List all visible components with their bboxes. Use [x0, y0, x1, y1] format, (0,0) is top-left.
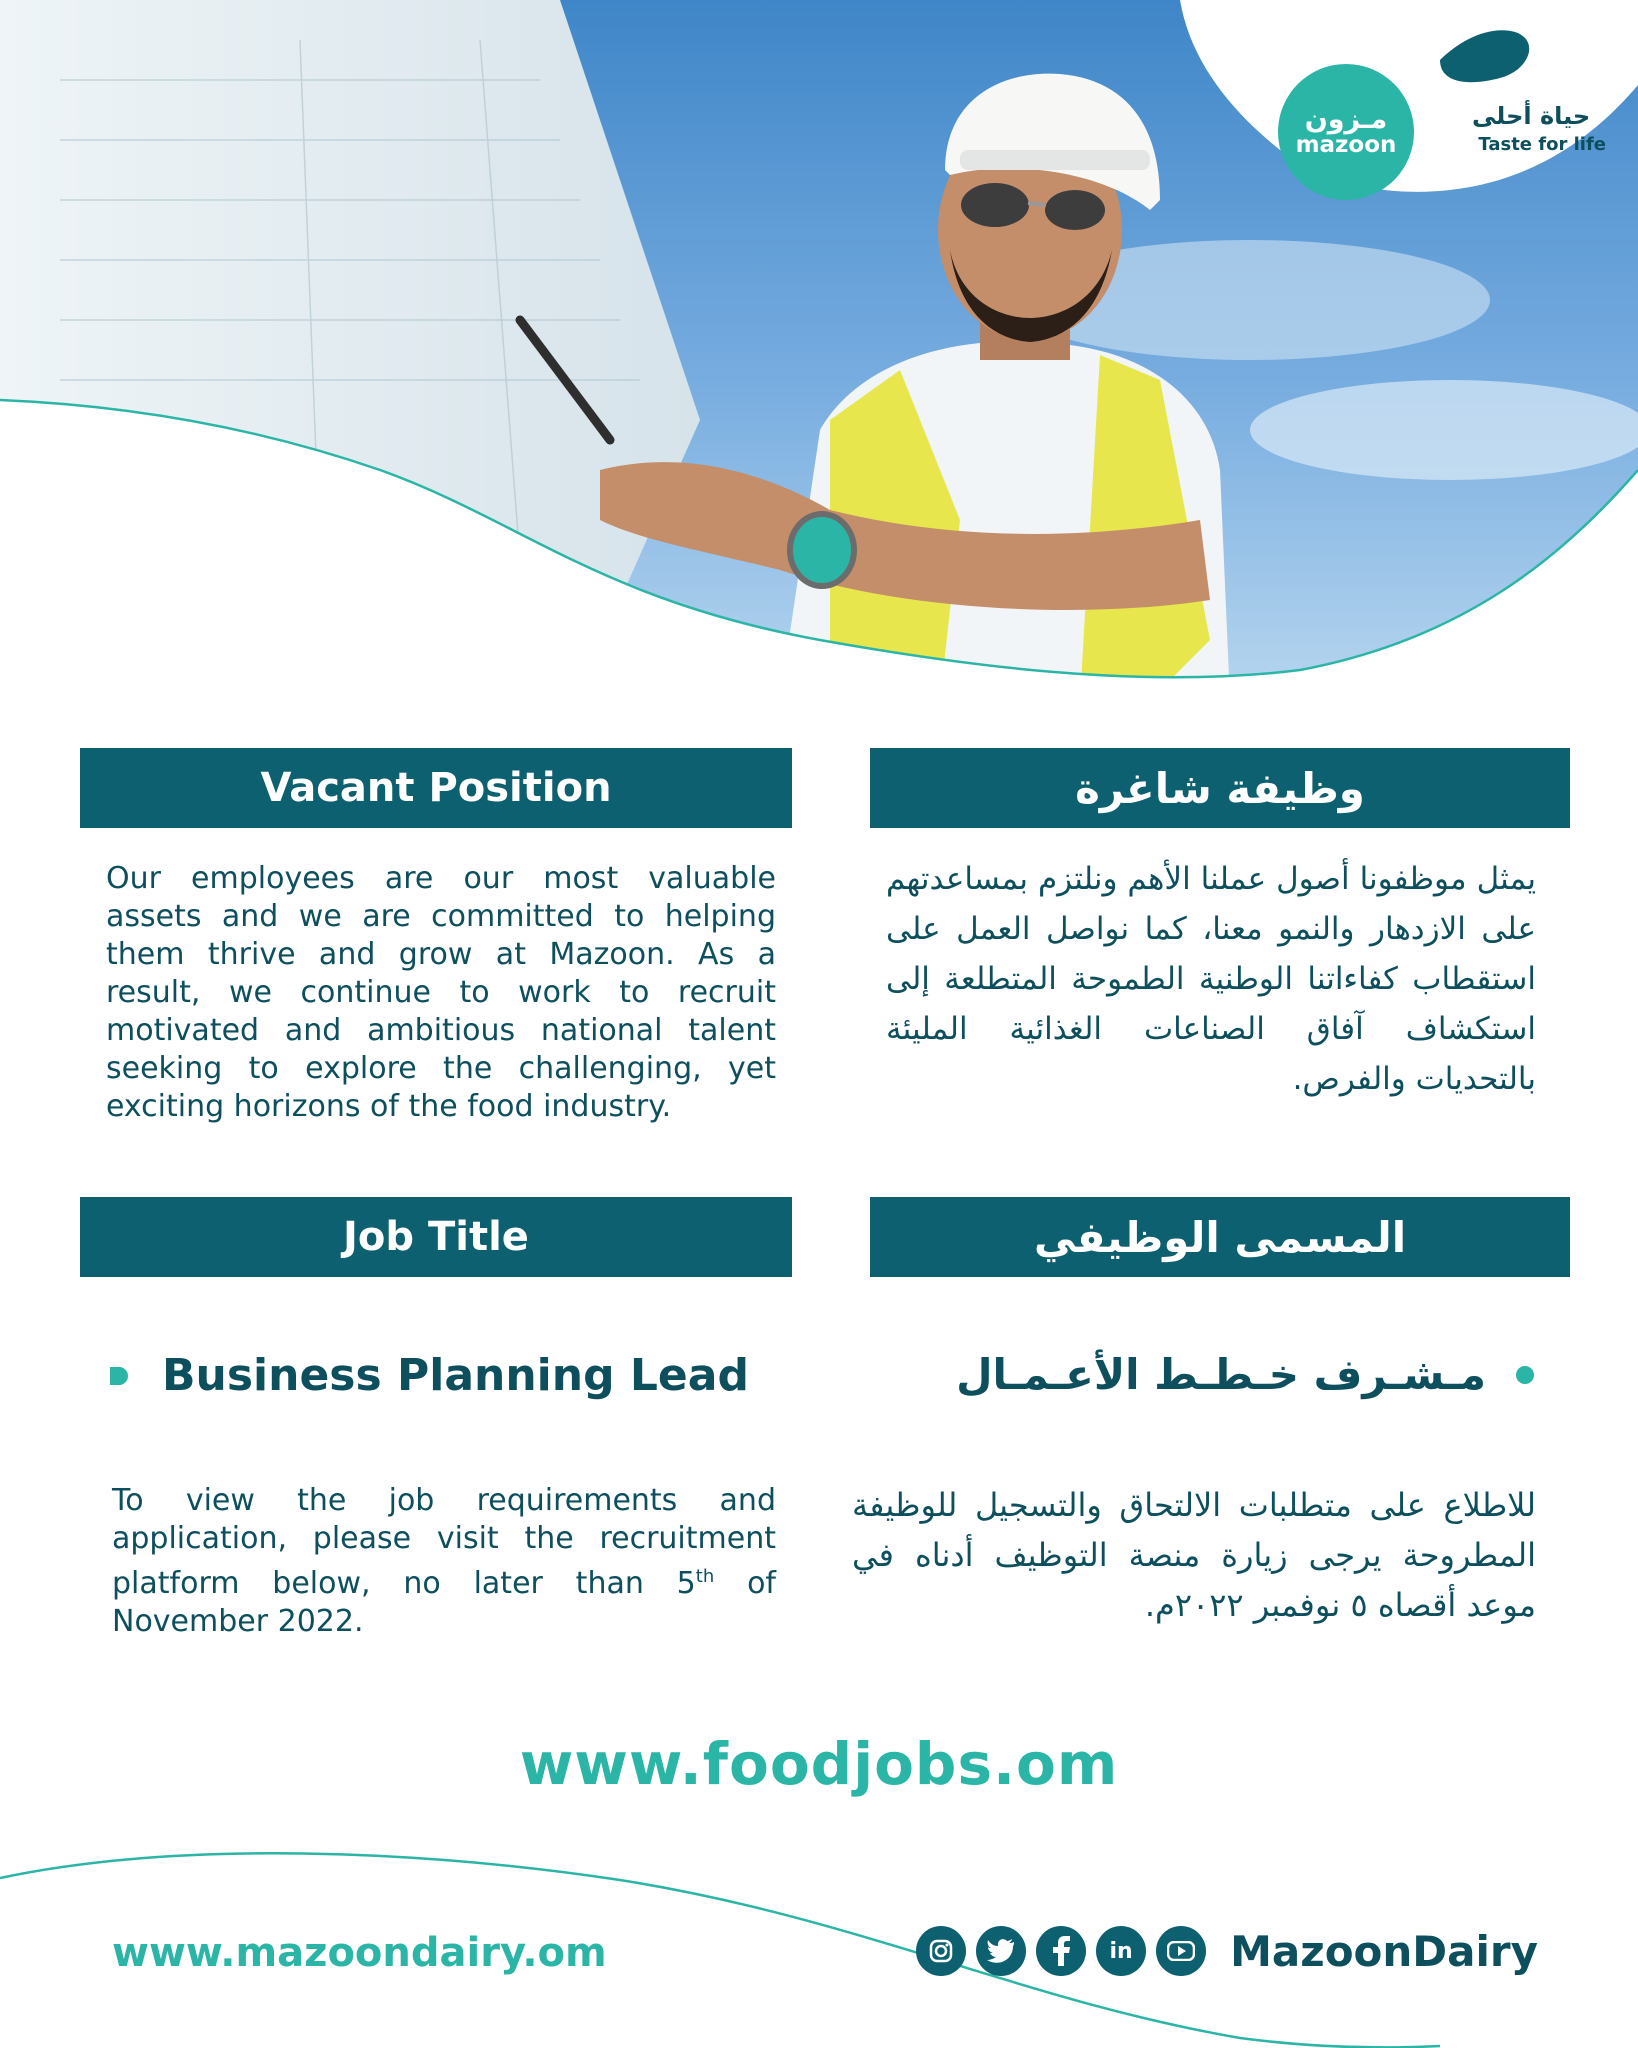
job-position-en	[106, 1350, 749, 1401]
instagram-icon[interactable]	[916, 1926, 966, 1976]
job-title-heading-ar: المسمى الوظيفي	[870, 1197, 1570, 1277]
twitter-icon[interactable]	[976, 1926, 1026, 1976]
apply-instructions-en	[112, 1482, 776, 1641]
mazoon-logo	[1266, 20, 1638, 196]
vacant-description-ar: يمثل موظفونا أصول عملنا الأهم ونلتزم بمساعدتهم على الازدهار والنمو معنا، كما نواصل العمل على استقطاب كفاءاتنا الوطنية الطموحة المتطلعة إلى استكشاف آفاق الصناعات الغذائية المليئة بالتحديات والفرص.	[886, 861, 1536, 1097]
logo-badge	[1278, 64, 1414, 200]
social-handle[interactable]: MazoonDairy	[1230, 1926, 1538, 1976]
job-position-label-ar: مـشـرف خـطـط الأعـمـال	[956, 1350, 1486, 1399]
vacant-position-heading: Vacant Position	[80, 748, 792, 828]
tagline-english: Taste for life	[1478, 134, 1606, 155]
bullet-icon	[1512, 1366, 1542, 1384]
apply-text-part1: To view the job requirements and application, please visit the recruitment platform below, no later than 5	[112, 1483, 776, 1601]
linkedin-icon[interactable]: in	[1096, 1926, 1146, 1976]
youtube-icon[interactable]	[1156, 1926, 1206, 1976]
logo-arabic: مـزون	[1304, 103, 1388, 135]
job-position-label-en: Business Planning Lead	[162, 1350, 749, 1401]
vacant-position-heading-ar: وظيفة شاغرة	[870, 748, 1570, 828]
social-media-bar	[916, 1926, 1538, 1976]
job-title-heading: Job Title	[80, 1197, 792, 1277]
apply-instructions-ar: للاطلاع على متطلبات الالتحاق والتسجيل للوظيفة المطروحة يرجى زيارة منصة التوظيف أدناه في موعد أقصاه ٥ نوفمبر ٢٠٢٢م.	[852, 1486, 1536, 1624]
apply-text-part2: of November 2022.	[112, 1566, 776, 1639]
facebook-icon[interactable]	[1036, 1926, 1086, 1976]
company-website-link[interactable]: www.mazoondairy.om	[112, 1930, 607, 1976]
hero-banner	[0, 0, 1638, 700]
logo-english: mazoon	[1295, 131, 1397, 158]
vacant-description-en: Our employees are our most valuable assets and we are committed to helping them thrive and grow at Mazoon. As a result, we continue to work to recruit motivated and ambitious national talent seeking to explore the challenging, yet exciting horizons of the food industry.	[106, 861, 776, 1124]
bullet-icon	[106, 1367, 136, 1385]
tagline-arabic: حياة أحلى	[1472, 102, 1591, 130]
apply-text-superscript: th	[695, 1566, 715, 1587]
recruitment-url-link[interactable]: www.foodjobs.om	[519, 1730, 1119, 1798]
job-position-ar	[956, 1350, 1542, 1399]
